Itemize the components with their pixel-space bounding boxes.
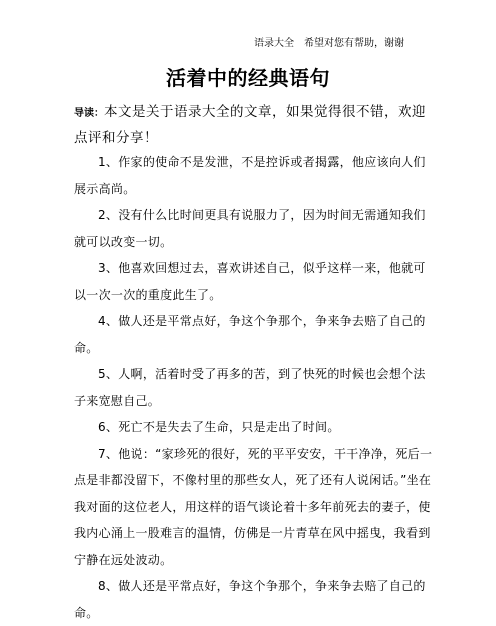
document-title: 活着中的经典语句 <box>166 66 330 90</box>
quote-paragraph-8: 8、做人还是平常点好，争这个争那个，争来争去赔了自己的命。 <box>74 579 426 620</box>
quote-paragraph-2: 2、没有什么比时间更具有说服力了，因为时间无需通知我们就可以改变一切。 <box>74 208 426 249</box>
intro-text: 本文是关于语录大全的文章，如果觉得很不错，欢迎点评和分享！ <box>74 104 426 146</box>
quote-paragraph-6: 6、死亡不是失去了生命，只是走出了时间。 <box>98 420 340 434</box>
quote-paragraph-5: 5、人啊，活着时受了再多的苦，到了快死的时候也会想个法子来宽慰自己。 <box>74 367 426 408</box>
quote-paragraph-3: 3、他喜欢回想过去，喜欢讲述自己，似乎这样一来，他就可以一次一次的重度此生了。 <box>74 261 426 302</box>
intro-paragraph <box>74 100 434 151</box>
page-header <box>254 38 404 50</box>
quote-list <box>74 149 436 626</box>
header-right-text: 希望对您有帮助，谢谢 <box>304 38 404 49</box>
header-left-text: 语录大全 <box>254 38 294 49</box>
quote-paragraph-4: 4、做人还是平常点好，争这个争那个，争来争去赔了自己的命。 <box>74 314 426 355</box>
intro-lead: 导读： <box>74 108 104 119</box>
quote-paragraph-1: 1、作家的使命不是发泄，不是控诉或者揭露，他应该向人们展示高尚。 <box>74 155 426 196</box>
quote-paragraph-7: 7、他说：“家珍死的很好，死的平平安安，干干净净，死后一点是非都没留下，不像村里的那些女人，死了还有人说闲话。”坐在我对面的这位老人，用这样的语气谈论着十多年前死去的妻子，使我内心涌上一股难言的温情，仿佛是一片青草在风中摇曳，我看到宁静在远处波动。 <box>74 446 433 567</box>
